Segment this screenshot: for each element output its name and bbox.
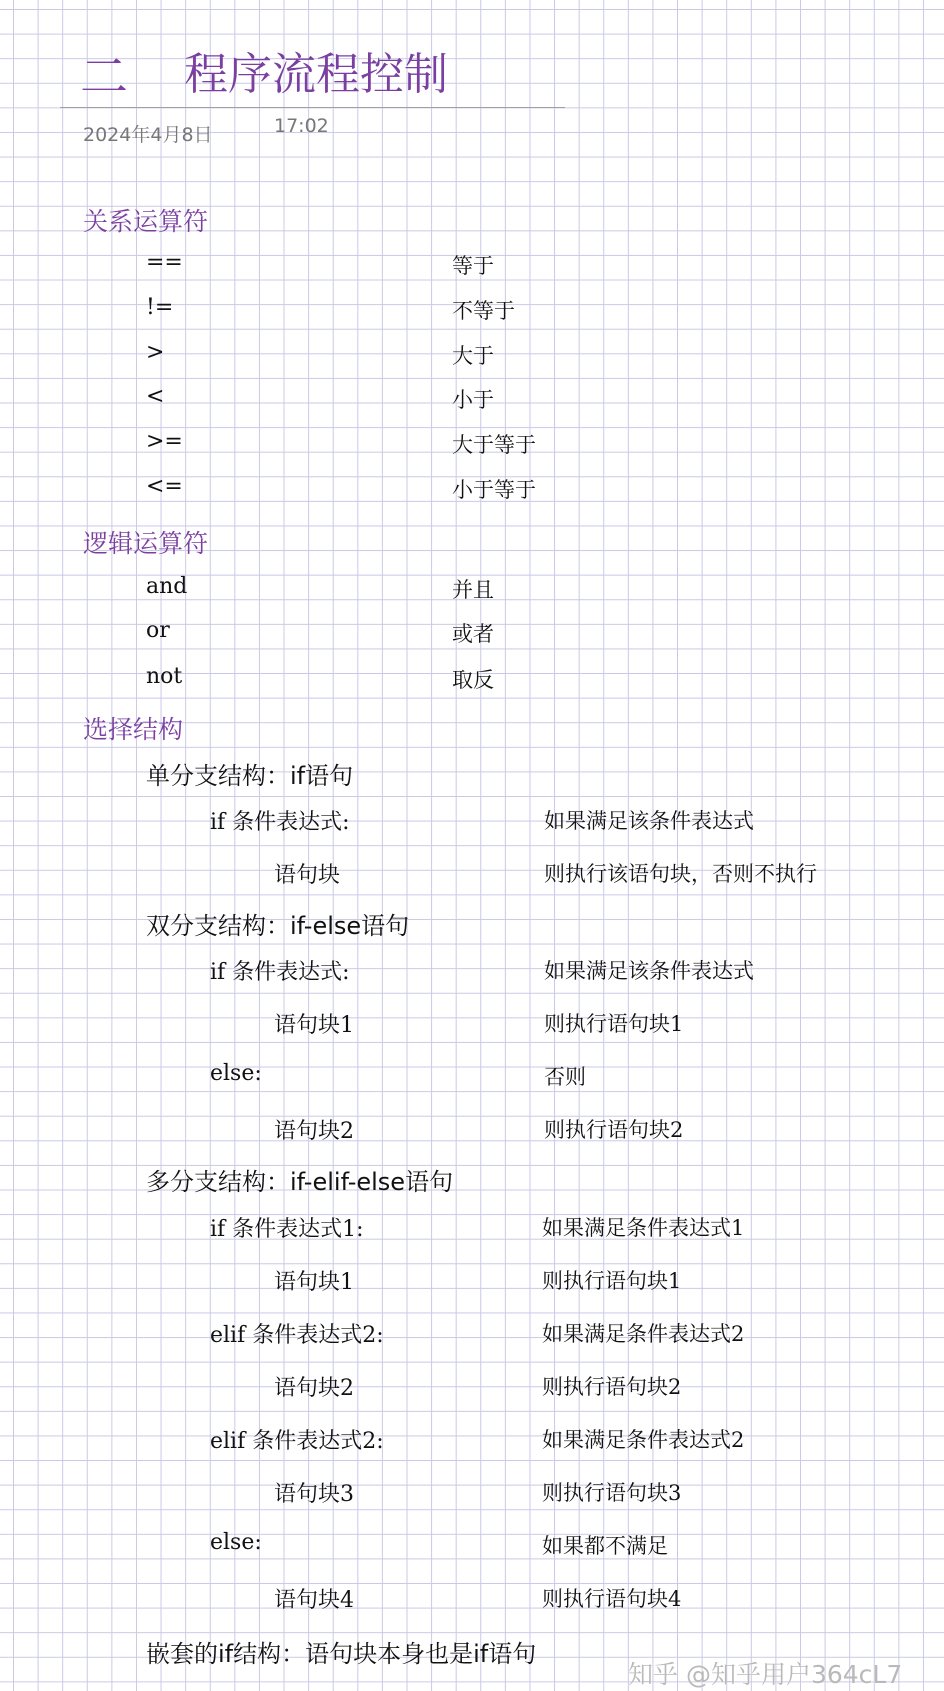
code-desc: 否则 (544, 1065, 586, 1089)
logical-op: and (146, 574, 188, 599)
logical-desc: 或者 (452, 622, 494, 646)
logical-op: not (146, 664, 183, 689)
code-line: elif 条件表达式2: (210, 1323, 384, 1348)
relational-op: <= (146, 474, 183, 499)
relational-op: < (146, 384, 165, 409)
code-desc: 则执行语句块2 (544, 1118, 684, 1142)
logical-desc: 并且 (452, 578, 494, 602)
code-desc: 则执行语句块1 (544, 1012, 684, 1036)
single-branch-title: 单分支结构：if语句 (146, 762, 354, 790)
code-line: elif 条件表达式2: (210, 1429, 384, 1454)
code-desc: 如果满足条件表达式2 (542, 1428, 745, 1452)
multi-branch-title: 多分支结构：if-elif-else语句 (146, 1168, 454, 1196)
relational-desc: 小于等于 (452, 478, 536, 502)
relational-op: >= (146, 429, 183, 454)
watermark: 知乎 @知乎用户364cL7 (628, 1660, 903, 1689)
code-desc: 则执行语句块2 (542, 1375, 682, 1399)
code-desc: 如果都不满足 (542, 1534, 668, 1558)
code-desc: 如果满足该条件表达式 (544, 809, 754, 833)
code-line: 语句块1 (274, 1013, 354, 1038)
code-desc: 如果满足条件表达式1 (542, 1216, 745, 1240)
code-desc: 如果满足条件表达式2 (542, 1322, 745, 1346)
code-line: 语句块1 (274, 1270, 354, 1295)
relational-desc: 小于 (452, 388, 494, 412)
relational-desc: 大于 (452, 344, 494, 368)
code-line: 语句块4 (274, 1588, 354, 1613)
relational-op: != (146, 295, 174, 320)
logical-op: or (146, 618, 170, 643)
code-desc: 则执行语句块3 (542, 1481, 682, 1505)
logical-desc: 取反 (452, 668, 494, 692)
code-line: 语句块 (274, 863, 341, 888)
relational-desc: 等于 (452, 254, 494, 278)
nested-if-title: 嵌套的if结构：语句块本身也是if语句 (146, 1640, 537, 1668)
heading-selection-structures: 选择结构 (83, 715, 184, 744)
code-line: if 条件表达式1: (210, 1217, 364, 1242)
heading-logical-operators: 逻辑运算符 (83, 529, 209, 558)
code-desc: 则执行语句块4 (542, 1587, 682, 1611)
relational-op: > (146, 340, 165, 365)
code-line: else: (210, 1530, 262, 1555)
code-desc: 如果满足该条件表达式 (544, 959, 754, 983)
code-line: if 条件表达式: (210, 960, 350, 985)
relational-desc: 不等于 (452, 299, 515, 323)
page-title: 程序流程控制 (184, 49, 448, 100)
code-line: else: (210, 1061, 262, 1086)
relational-desc: 大于等于 (452, 433, 536, 457)
title-divider (60, 107, 565, 108)
double-branch-title: 双分支结构：if-else语句 (146, 912, 410, 940)
page-time: 17:02 (274, 115, 329, 137)
page-title-number: 二 (80, 49, 129, 105)
code-line: 语句块2 (274, 1376, 354, 1401)
page-date: 2024年4月8日 (83, 124, 213, 146)
code-line: 语句块3 (274, 1482, 354, 1507)
code-line: if 条件表达式: (210, 810, 350, 835)
heading-relational-operators: 关系运算符 (83, 207, 209, 236)
relational-op: == (146, 250, 183, 275)
code-desc: 则执行该语句块，否则不执行 (544, 862, 817, 886)
code-line: 语句块2 (274, 1119, 354, 1144)
code-desc: 则执行语句块1 (542, 1269, 682, 1293)
